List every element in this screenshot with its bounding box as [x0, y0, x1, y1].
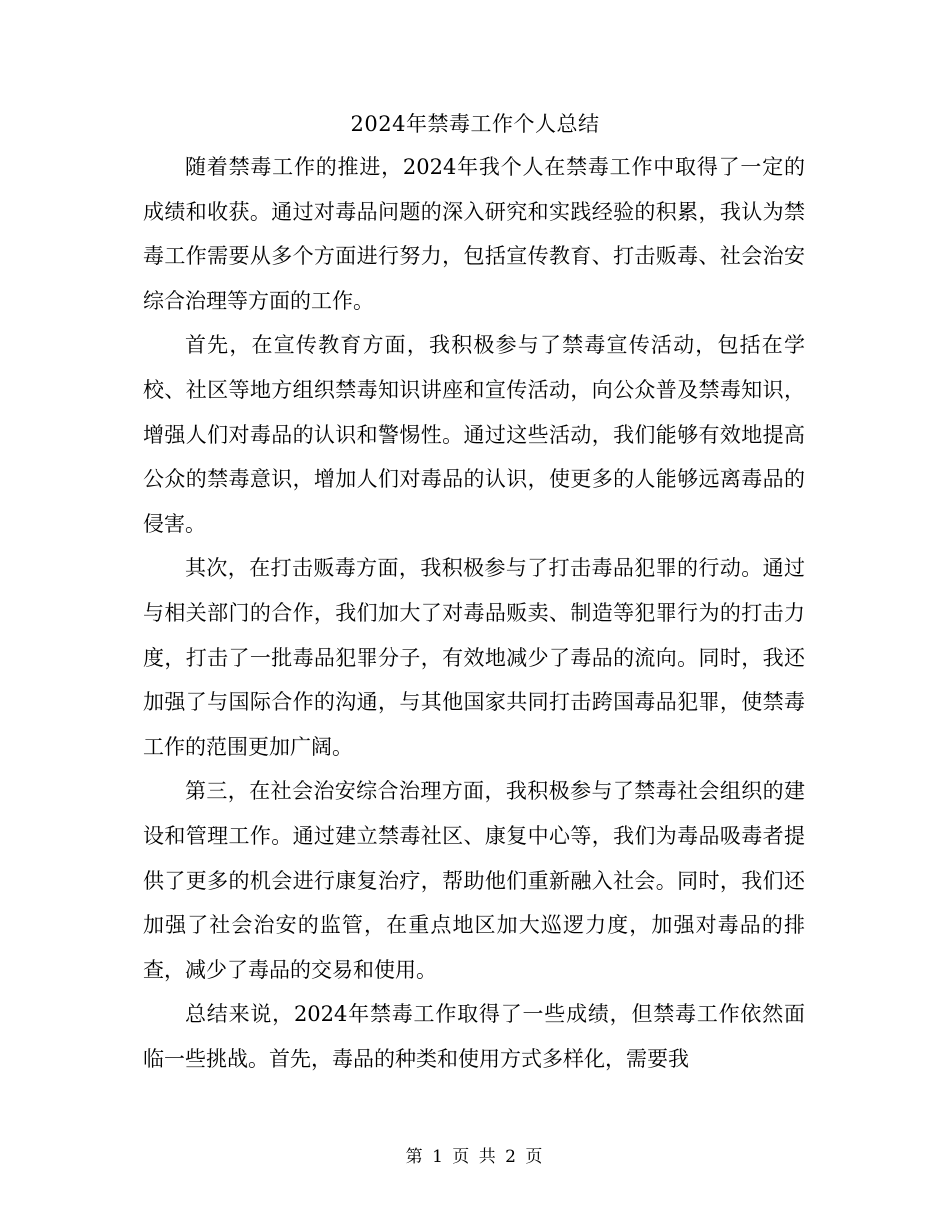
- document-body: [143, 145, 805, 1081]
- page-number-footer: 第 1 页 共 2 页: [405, 1147, 545, 1167]
- paragraph-anti-trafficking: 其次，在打击贩毒方面，我积极参与了打击毒品犯罪的行动。通过与相关部门的合作，我们加大了对毒品贩卖、制造等犯罪行为的打击力度，打击了一批毒品犯罪分子，有效地减少了毒品的流向。同时，我还加强了与国际合作的沟通，与其他国家共同打击跨国毒品犯罪，使禁毒工作的范围更加广阔。: [143, 556, 805, 759]
- paragraph-publicity-education: 首先，在宣传教育方面，我积极参与了禁毒宣传活动，包括在学校、社区等地方组织禁毒知识讲座和宣传活动，向公众普及禁毒知识，增强人们对毒品的认识和警惕性。通过这些活动，我们能够有效地提高公众的禁毒意识，增加人们对毒品的认识，使更多的人能够远离毒品的侵害。: [143, 333, 805, 536]
- paragraph-social-governance: 第三，在社会治安综合治理方面，我积极参与了禁毒社会组织的建设和管理工作。通过建立禁毒社区、康复中心等，我们为毒品吸毒者提供了更多的机会进行康复治疗，帮助他们重新融入社会。同时，我们还加强了社会治安的监管，在重点地区加大巡逻力度，加强对毒品的排查，减少了毒品的交易和使用。: [143, 779, 805, 982]
- document-title: 2024年禁毒工作个人总结: [350, 112, 600, 136]
- paragraph-intro: 随着禁毒工作的推进，2024年我个人在禁毒工作中取得了一定的成绩和收获。通过对毒品问题的深入研究和实践经验的积累，我认为禁毒工作需要从多个方面进行努力，包括宣传教育、打击贩毒、社会治安综合治理等方面的工作。: [143, 155, 805, 313]
- paragraph-summary: 总结来说，2024年禁毒工作取得了一些成绩，但禁毒工作依然面临一些挑战。首先，毒品的种类和使用方式多样化，需要我: [143, 1002, 805, 1071]
